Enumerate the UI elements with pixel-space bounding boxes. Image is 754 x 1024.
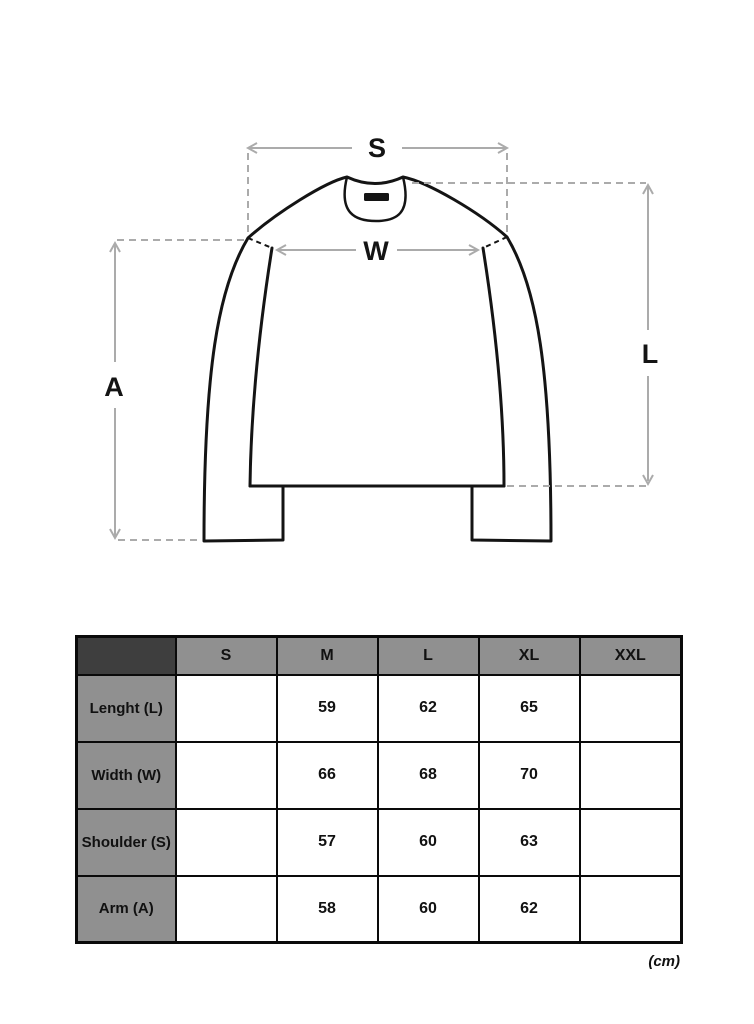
width-m-value: 66 — [277, 742, 378, 809]
shoulder-s-value — [176, 809, 277, 876]
length-xl-value: 65 — [479, 675, 580, 742]
arm-xl-value: 62 — [479, 876, 580, 943]
shoulder-m-value: 57 — [277, 809, 378, 876]
shoulder-dimension-label: S — [367, 133, 387, 163]
table-row-length — [77, 675, 682, 742]
column-header-m: M — [277, 637, 378, 675]
column-header-s: S — [176, 637, 277, 675]
table-row-shoulder — [77, 809, 682, 876]
size-table-section — [75, 635, 684, 944]
table-row-arm — [77, 876, 682, 943]
shoulder-xxl-value — [580, 809, 682, 876]
row-label-length: Lenght (L) — [77, 675, 176, 742]
arm-l-value: 60 — [378, 876, 479, 943]
table-corner-cell — [77, 637, 176, 675]
arm-s-value — [176, 876, 277, 943]
width-l-value: 68 — [378, 742, 479, 809]
width-s-value — [176, 742, 277, 809]
width-xxl-value — [580, 742, 682, 809]
row-label-shoulder: Shoulder (S) — [77, 809, 176, 876]
width-dimension-label: W — [363, 236, 389, 266]
length-xxl-value — [580, 675, 682, 742]
column-header-xl: XL — [479, 637, 580, 675]
length-m-value: 59 — [277, 675, 378, 742]
arm-xxl-value — [580, 876, 682, 943]
size-table-header-row — [77, 637, 682, 675]
shoulder-xl-value: 63 — [479, 809, 580, 876]
row-label-arm: Arm (A) — [77, 876, 176, 943]
arm-m-value: 58 — [277, 876, 378, 943]
length-dimension-label: L — [641, 339, 659, 369]
table-row-width — [77, 742, 682, 809]
column-header-xxl: XXL — [580, 637, 682, 675]
unit-note: (cm) — [648, 953, 680, 970]
column-header-l: L — [378, 637, 479, 675]
width-xl-value: 70 — [479, 742, 580, 809]
length-s-value — [176, 675, 277, 742]
size-table — [75, 635, 683, 944]
shoulder-l-value: 60 — [378, 809, 479, 876]
row-label-width: Width (W) — [77, 742, 176, 809]
length-l-value: 62 — [378, 675, 479, 742]
neck-label-tag — [364, 193, 389, 201]
arm-dimension-label: A — [104, 372, 124, 402]
